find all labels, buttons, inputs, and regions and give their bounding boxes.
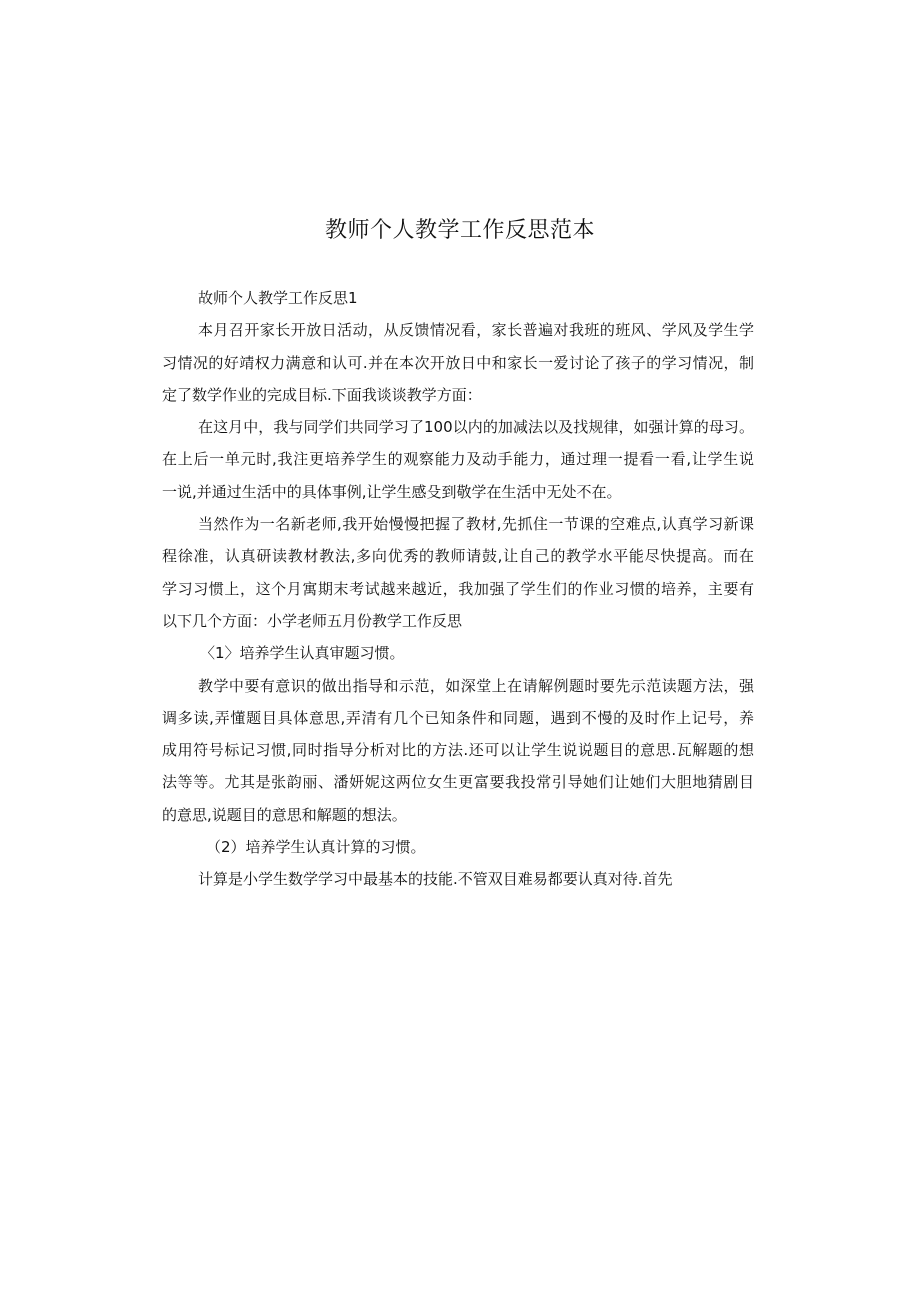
numbered-heading: 〈1〉培养学生认真审题习惯。 (200, 644, 405, 663)
section-heading: 故师个人教学工作反思1 (198, 289, 358, 307)
paragraph-line: 习情况的好靖权力满意和认可.并在本次开放日中和家长一爱讨论了孩子的学习情况，制 (162, 353, 754, 372)
paragraph-line: 法等等。尤其是张韵丽、潘妍妮这两位女生更富要我投常引导她们让她们大胆地猜剧目 (162, 773, 754, 792)
paragraph-line: 学习习惯上，这个月寓期末考试越来越近，我加强了学生们的作业习惯的培养，主要有 (162, 579, 754, 598)
paragraph-line: 在这月中，我与同学们共同学习了100以内的加减法以及找规律，如强计算的母习。 (198, 418, 754, 437)
paragraph-line: 成用符号标记习惯,同时指导分析对比的方法.还可以让学生说说题目的意思.瓦解题的想 (162, 741, 754, 760)
paragraph-line: 当然作为一名新老师,我开始慢慢把握了教材,先抓住一节课的空难点,认真学习新课 (198, 515, 754, 534)
paragraph-line: 程徐准，认真研读教材教法,多向优秀的教师请鼓,让自己的教学水平能尽快提高。而在 (162, 547, 754, 566)
paragraph-line: 的意思,说题目的意思和解题的想法。 (162, 805, 407, 824)
numbered-heading: （2）培养学生认真计算的习惯。 (206, 838, 426, 857)
document-title: 教师个人教学工作反思范本 (324, 218, 595, 243)
paragraph-line: 以下几个方面：小学老师五月份教学工作反思 (162, 611, 463, 630)
paragraph-line: 一说,并通过生活中的具体事例,让学生感殳到敬学在生活中无处不在。 (162, 482, 622, 501)
document-body (162, 282, 754, 896)
paragraph-line: 定了数学作业的完成目标.下面我谈谈教学方面： (162, 385, 482, 404)
paragraph-line: 调多读,弄懂题目具体意思,弄清有几个已知条件和同题，遇到不慢的及时作上记号，养 (162, 708, 754, 727)
paragraph-line: 本月召开家长开放日活动，从反馈情况看，家长普遍对我班的班风、学风及学生学 (198, 321, 754, 340)
paragraph-line: 计算是小学生数学学习中最基本的技能.不管双目难易都要认真对待.首先 (198, 870, 673, 889)
paragraph-line: 在上后一单元时,我注更培养学生的观察能力及动手能力，通过理一提看一看,让学生说 (162, 450, 754, 469)
paragraph-line: 教学中要有意识的做出指导和示范，如深堂上在请解例题时要先示范读题方法，强 (198, 676, 754, 695)
